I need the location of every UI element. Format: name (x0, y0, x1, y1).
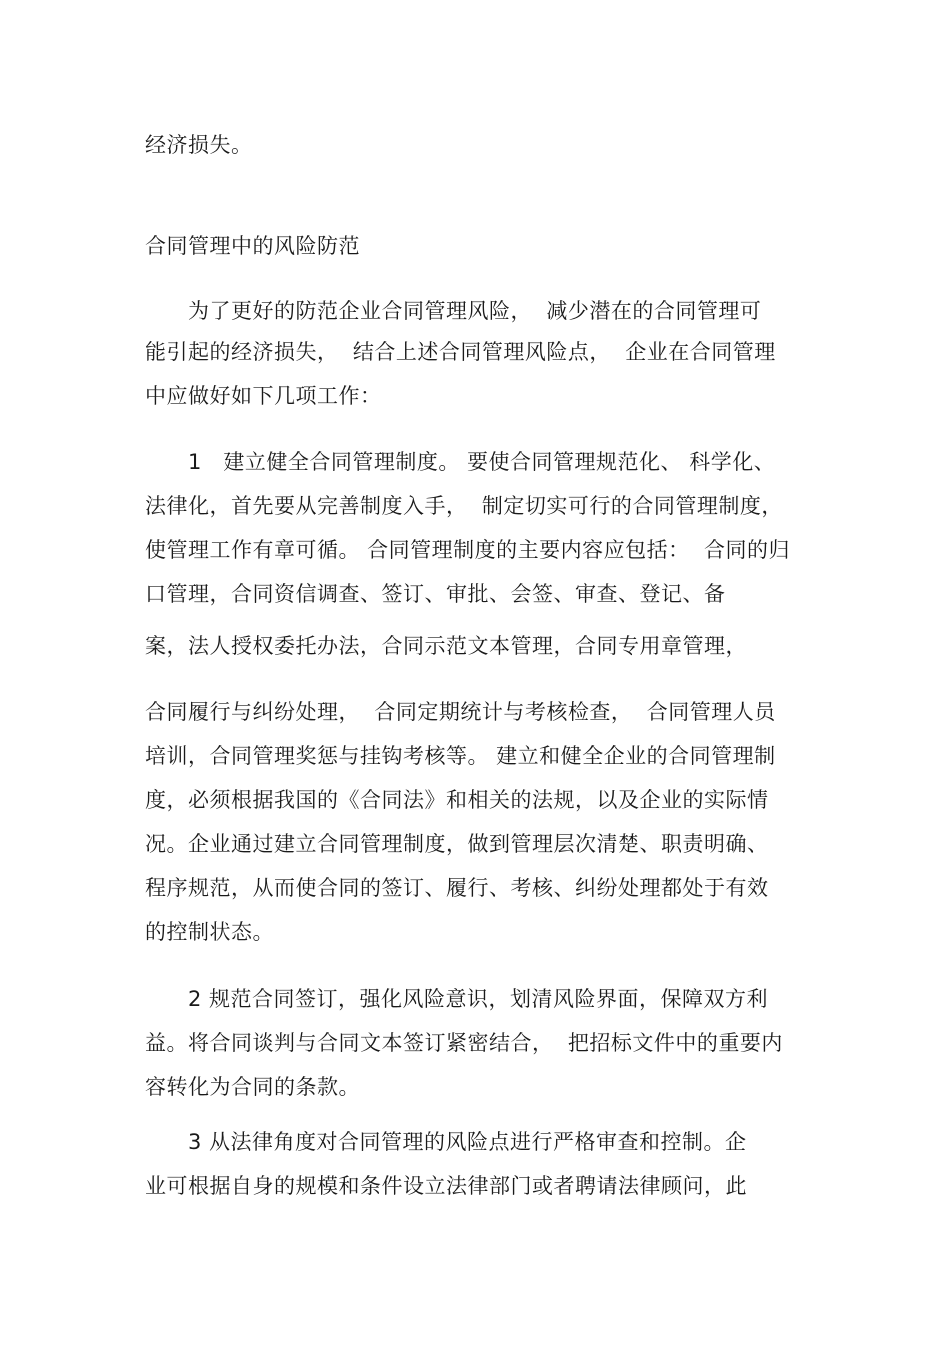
item-2-line-2: 益。将合同谈判与合同文本签订紧密结合， 把招标文件中的重要内 (145, 1031, 783, 1055)
section-heading: 合同管理中的风险防范 (145, 234, 360, 258)
item-1-line-10: 程序规范，从而使合同的签订、履行、考核、纠纷处理都处于有效 (145, 876, 769, 900)
item-1-line-7: 培训，合同管理奖惩与挂钩考核等。 建立和健全企业的合同管理制 (145, 744, 776, 768)
item-2-line-3: 容转化为合同的条款。 (145, 1075, 360, 1099)
item-1-line-6: 合同履行与纠纷处理， 合同定期统计与考核检查， 合同管理人员 (145, 700, 776, 724)
item-2-line-1: 2 规范合同签订，强化风险意识，划清风险界面，保障双方利 (188, 987, 769, 1011)
item-1-line-4: 口管理，合同资信调查、签订、审批、会签、审查、登记、备 (145, 582, 726, 606)
item-3-line-2: 业可根据自身的规模和条件设立法律部门或者聘请法律顾问，此 (145, 1174, 747, 1198)
paragraph-intro-line-3: 中应做好如下几项工作： (145, 384, 382, 408)
item-3-line-1: 3 从法律角度对合同管理的风险点进行严格审查和控制。企 (188, 1130, 747, 1154)
text-line-continuation: 经济损失。 (145, 133, 253, 157)
paragraph-intro-line-1: 为了更好的防范企业合同管理风险， 减少潜在的合同管理可 (188, 299, 762, 323)
item-1-line-5: 案，法人授权委托办法，合同示范文本管理，合同专用章管理， (145, 634, 747, 658)
item-1-line-9: 况。企业通过建立合同管理制度，做到管理层次清楚、职责明确、 (145, 832, 769, 856)
item-1-line-3: 使管理工作有章可循。 合同管理制度的主要内容应包括： 合同的归 (145, 538, 791, 562)
item-1-line-11: 的控制状态。 (145, 920, 274, 944)
item-1-line-1: 1 建立健全合同管理制度。 要使合同管理规范化、 科学化、 (188, 450, 776, 474)
paragraph-intro-line-2: 能引起的经济损失， 结合上述合同管理风险点， 企业在合同管理 (145, 340, 776, 364)
item-1-line-8: 度，必须根据我国的《合同法》和相关的法规，以及企业的实际情 (145, 788, 769, 812)
item-1-line-2: 法律化，首先要从完善制度入手， 制定切实可行的合同管理制度， (145, 494, 783, 518)
